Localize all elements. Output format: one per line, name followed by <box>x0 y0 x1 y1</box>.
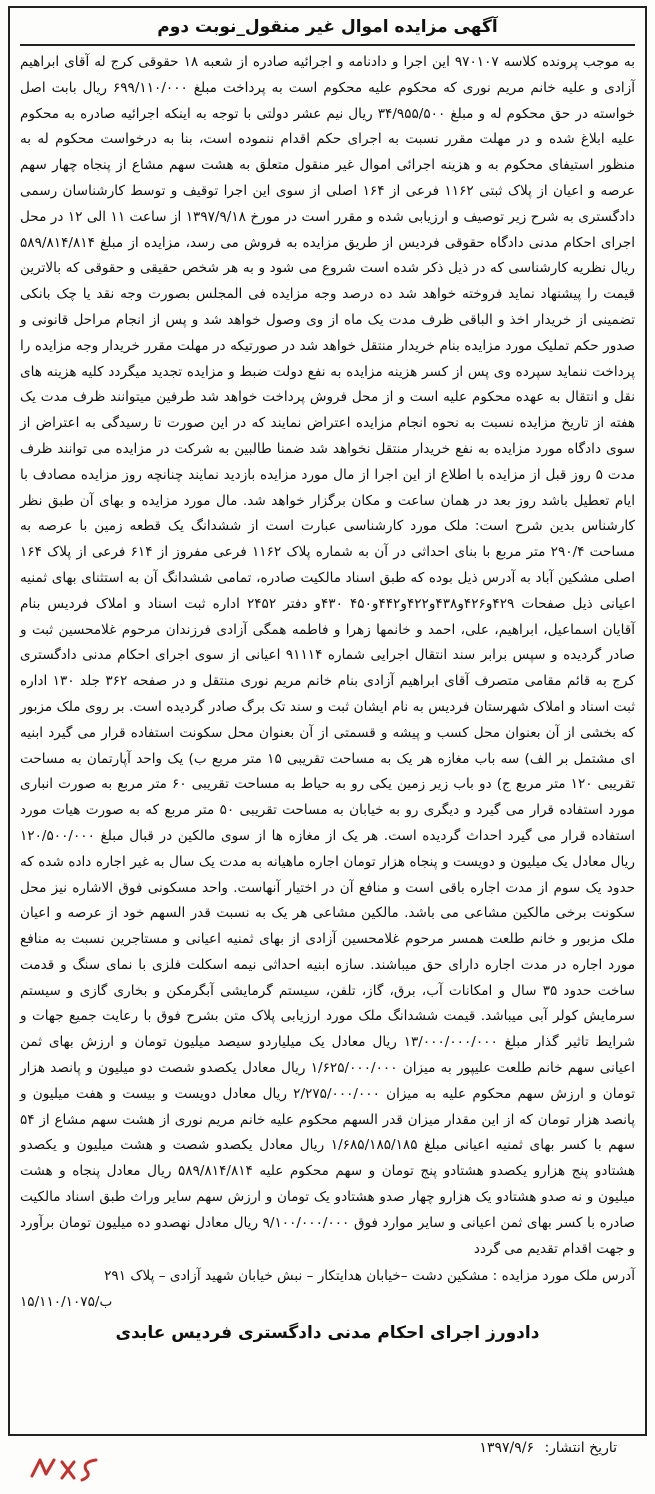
signature-line: دادورز اجرای احکام مدنی دادگستری فردیس عابدی <box>115 1323 540 1344</box>
notice-body: به موجب پرونده کلاسه ۹۷۰۱۰۷ این اجرا و دادنامه و اجرائیه صادره از شعبه ۱۸ حقوقی کرج له آقای ابراهیم آزادی و علیه خانم مریم نوری که محکوم علیه محکوم است به پرداخت مبلغ ۶۹۹/۱۱۰/۰۰۰ ریال بابت اصل خواسته در حق محکوم له و مبلغ ۳۴/۹۵۵/۵۰۰ ریال نیم عشر دولتی با توجه به اینکه اجرائیه صادره به محکوم علیه ابلاغ شده و در مهلت مقرر نسبت به اجرای حکم اقدام ننموده است، بنا به درخواست محکوم له به منظور استیفای محکوم به و هزینه اجرائی اموال غیر منقول متعلق به هشت سهم مشاع از پنجاه چهار سهم عرصه و اعیان از پلاک ثبتی ۱۱۶۲ فرعی از ۱۶۴ اصلی از سوی این اجرا توقیف و توسط کارشناسان رسمی دادگستری به شرح زیر توصیف و ارزیابی شده و مقرر است در مورخ ۱۳۹۷/۹/۱۸ از ساعت ۱۱ الی ۱۲ در محل اجرای احکام مدنی دادگاه حقوقی فردیس از طریق مزایده به فروش می رسد، مزایده از مبلغ ۵۸۹/۸۱۴/۸۱۴ ریال نظریه کارشناسی که در ذیل ذکر شده است شروع می شود و به هر شخص حقیقی و حقوقی که بالاترین قیمت را پیشنهاد نماید فروخته خواهد شد ده درصد وجه مزایده فی المجلس بصورت وجه نقد یا چک بانکی تضمینی از خریدار اخذ و الباقی ظرف مدت یک ماه از وی وصول خواهد شد و پس از انجام مراحل قانونی و صدور حکم تملیک مورد مزایده بنام خریدار منتقل خواهد شد در صورتیکه در مهلت مقرر خریدار وجه مزایده را پرداخت ننماید سپرده وی پس از کسر هزینه مزایده به نفع دولت ضبط و مزایده تجدید میگردد کلیه هزینه های نقل و انتقال به عهده محکوم علیه است و از محل فروش پرداخت خواهد شد طرفین میتوانند ظرف مدت یک هفته از تاریخ مزایده نسبت به نحوه انجام مزایده اعتراض نمایند که در این صورت تا رسیدگی به اعتراض از سوی دادگاه مورد مزایده به نفع خریدار منتقل نخواهد شد ضمنا طالبین به شرکت در مزایده می توانند ظرف مدت ۵ روز قبل از مزایده با اطلاع از این اجرا از مال مورد مزایده بازدید نمایند چنانچه روز مزایده مصادف با ایام تعطیل باشد روز بعد در همان ساعت و مکان برگزار خواهد شد. مال مورد مزایده و بهای آن طبق نظر کارشناس بدین شرح است: ملک مورد کارشناسی عبارت است از ششدانگ یک قطعه زمین با عرصه به مساحت ۲۹۰/۴ متر مربع با بنای احداثی در آن به شماره پلاک ۱۱۶۲ فرعی مفروز از ۶۱۴ فرعی از پلاک ۱۶۴ اصلی مشکین آباد به آدرس ذیل بوده که طبق اسناد مالکیت صادره، تمامی ششدانگ آن به استثنای بهای ثمنیه اعیانی ذیل صفحات ۴۲۹و۴۲۶و۴۳۸و۴۲۲و۴۴۲و۴۵۰ ۴۳۰و دفتر ۲۴۵۲ اداره ثبت اسناد و املاک فردیس بنام آقایان اسماعیل، ابراهیم، علی، احمد و خانمها زهرا و فاطمه همگی آزادی فرزندان مرحوم غلامحسین ثبت و صادر گردیده و سپس برابر سند انتقال اجرایی شماره ۹۱۱۱۴ اعیانی از سوی اجرای احکام مدنی دادگستری کرج به قائم مقامی متصرف آقای ابراهیم آزادی بنام خانم مریم نوری منتقل و در صفحه ۳۶۲ جلد ۱۳۰ اداره ثبت اسناد و املاک شهرستان فردیس به نام ایشان ثبت و سند تک برگ صادر گردیده است. بر روی ملک مزبور که بخشی از آن بعنوان محل کسب و پیشه و قسمتی از آن بعنوان محل سکونت استفاده قرار می گیرد ابنیه ای مشتمل بر الف) سه باب مغازه هر یک به مساحت تقریبی ۱۵ متر مربع ب) یک واحد آپارتمان به مساحت تقریبی ۱۲۰ متر مربع ج) دو باب زیر زمین یکی رو به حیاط به مساحت تقریبی ۶۰ متر مربع به صورت انباری مورد استفاده قرار می گیرد و دیگری رو به خیابان به مساحت تقریبی ۵۰ متر مربع که به صورت هیات مورد استفاده قرار می گیرد احداث گردیده است. هر یک از مغازه ها از سوی مالکین در قبال مبلغ ۱۲۰/۵۰۰/۰۰۰ ریال معادل یک میلیون و دویست و پنجاه هزار تومان اجاره ماهیانه به مدت یک سال به غیر اجاره داده شده که حدود یک سوم از مدت اجاره باقی است و منافع آن در اختیار آنهاست. واحد مسکونی فوق الاشاره نیز محل سکونت برخی مالکین مشاعی می باشد. مالکین مشاعی هر یک به نسبت قدر السهم خود از عرصه و اعیان ملک مزبور و خانم طلعت همسر مرحوم غلامحسین آزادی از بهای ثمنیه اعیانی و مستاجرین نسبت به منافع مورد اجاره در مدت اجاره دارای حق میباشند. سازه ابنیه احداثی نیمه اسکلت فلزی با نمای سنگ و قدمت ساخت حدود ۳۵ سال و امکانات آب، برق، گاز، تلفن، سیستم گرمایشی آبگرمکن و بخاری گازی و سیستم سرمایش کولر آبی میباشد. قیمت ششدانگ ملک مورد ارزیابی پلاک متن بشرح فوق با رعایت جمیع جهات و شرایط تاثیر گذار مبلغ ۱۳/۰۰۰/۰۰۰/۰۰۰ ریال معادل یک میلیاردو سیصد میلیون تومان و ارزش بهای ثمن اعیانی سهم خانم طلعت علیپور به میزان ۱/۶۲۵/۰۰۰/۰۰۰ ریال معادل یکصدو شصت دو میلیون و پانصد هزار تومان و ارزش سهم محکوم علیه به میزان ۲/۲۷۵/۰۰۰/۰۰۰ ریال معادل دویست و بیست و هفت میلیون و پانصد هزار تومان که از این مقدار میزان قدر السهم محکوم علیه خانم مریم نوری از هشت سهم مشاع از ۵۴ سهم با کسر بهای ثمنیه اعیانی مبلغ ۱/۶۸۵/۱۸۵/۱۸۵ ریال معادل یکصدو شصت و هشت میلیون و یکصدو هشتادو پنج هزارو یکصدو هشتادو پنج تومان و سهم محکوم علیه ۵۸۹/۸۱۴/۸۱۴ ریال معادل پنجاه و هشت میلیون و نه صدو هشتادو یک هزارو چهار صدو هشتادو یک تومان و ارزش سهم سایر وراث طبق اسناد مالکیت صادره با کسر بهای ثمن اعیانی و سایر موارد فوق ۹/۱۰۰/۰۰۰/۰۰۰ ریال معادل نهصدو ده میلیون تومان برآورد و جهت اقدام تقدیم می گردد <box>20 54 636 1257</box>
publish-date-label: تاریخ انتشار: <box>544 1440 617 1456</box>
reference-number: ۱۵/۱۱۰/ب/۱۰۷۵ <box>20 1294 113 1311</box>
property-address: آدرس ملک مورد مزایده : مشکین دشت –خیابان هدایتکار – نبش خیابان شهید آزادی – پلاک ۲۹۱ <box>104 1268 635 1285</box>
notice-frame <box>8 6 647 1436</box>
notice-title: آگهی مزایده اموال غیر منقول_نوبت دوم <box>157 17 498 37</box>
publish-date: ۱۳۹۷/۹/۶ <box>479 1440 534 1456</box>
handwritten-mark-icon <box>26 1452 116 1484</box>
title-divider <box>20 44 635 46</box>
